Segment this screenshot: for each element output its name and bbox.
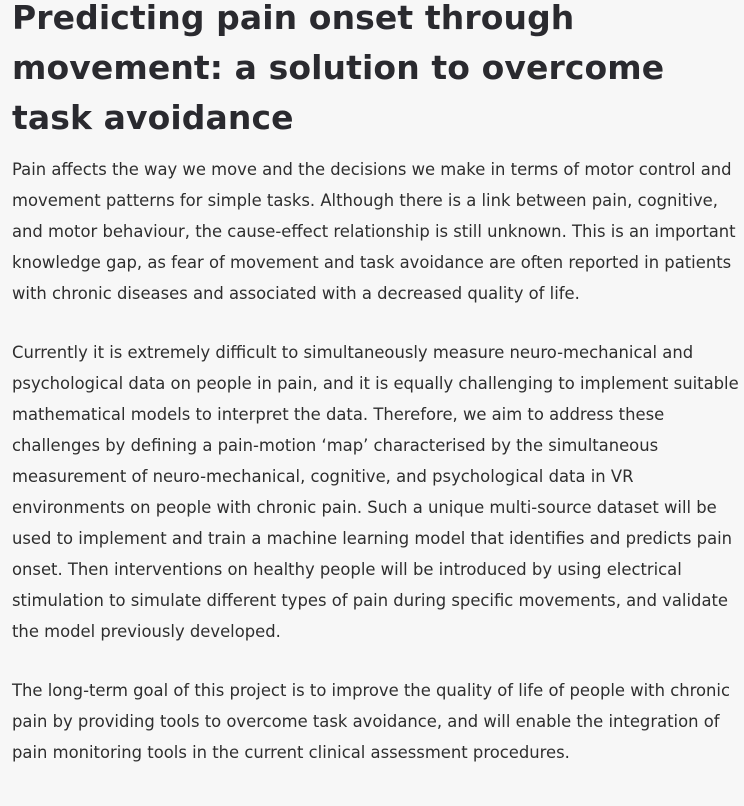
article-title: Predicting pain onset through movement: a solution to overcome task avoidance [12, 0, 665, 137]
article-paragraph-2: Currently it is extremely difficult to simultaneously measure neuro-mechanical and psychological data on people in pain, and it is equally challenging to implement suitable mathematical models to interpret the data. Therefore, we aim to address these challenges by defining a pain-motion ‘map’ characterised by the simultaneous measurement of neuro-mechanical, cognitive, and psychological data in VR environments on people with chronic pain. Such a unique multi-source dataset will be used to implement and train a machine learning model that identifies and predicts pain onset. Then interventions on healthy people will be introduced by using electrical stimulation to simulate different types of pain during specific movements, and validate the model previously developed. [12, 343, 739, 641]
article-paragraph-1: Pain affects the way we move and the decisions we make in terms of motor control and movement patterns for simple tasks. Although there is a link between pain, cognitive, and motor behaviour, the cause-effect relationship is still unknown. This is an important knowledge gap, as fear of movement and task avoidance are often reported in patients with chronic diseases and associated with a decreased quality of life. [12, 160, 736, 303]
article-paragraph-3: The long-term goal of this project is to improve the quality of life of people with chronic pain by providing tools to overcome task avoidance, and will enable the integration of pain monitoring tools in the current clinical assessment procedures. [12, 681, 730, 762]
